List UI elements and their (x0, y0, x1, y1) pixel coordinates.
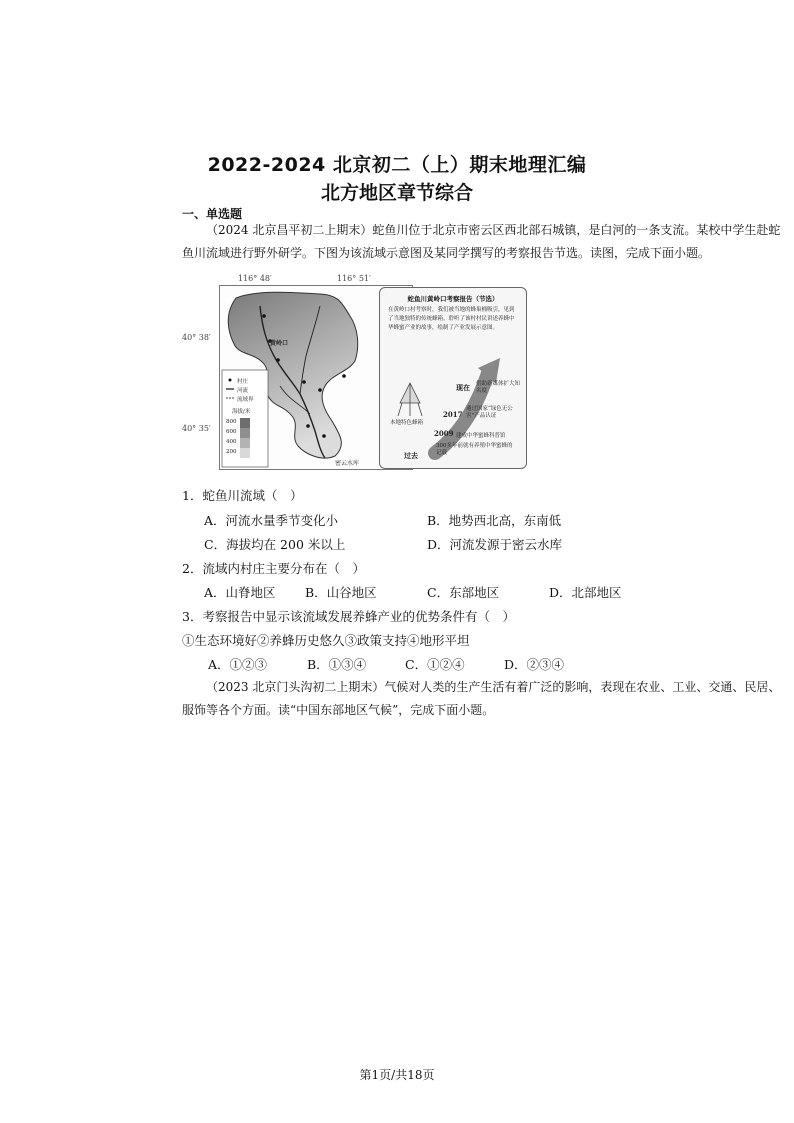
q2-option-a: A．山脊地区 (204, 585, 276, 600)
legend-elev-200: 200 (226, 449, 237, 455)
page-number: 第1页/共18页 (359, 1068, 435, 1082)
q2-option-c: C．东部地区 (427, 585, 500, 600)
stage-2017-desc: 通过国家“绿色无公害”产品认证 (466, 406, 513, 419)
legend-elevation-title: 海拔/米 (232, 409, 251, 415)
q1-option-a: A．河流水量季节变化小 (204, 513, 339, 528)
legend-elev-600: 600 (226, 429, 237, 435)
stage-now-desc: 借助新媒体扩大知名度 (476, 381, 521, 394)
legend-elev-400: 400 (226, 439, 237, 445)
report-text: 在黄岭口村考察时，我们被当地的蜂巢桶吸引，见到了当地独特的传统蜂箱。聆听了该村村民讲述养蜂中华蜂蜜产业的故事，绘制了产业发展示意图。 (388, 307, 515, 331)
report-diagram-svg (380, 288, 526, 468)
stage-past: 过去 (404, 451, 418, 460)
intro-paragraph-2: （2023 北京门头沟初二上期末）气候对人类的生产生活有着广泛的影响，表现在农业、工业、交通、民居、服饰等各个方面。读“中国东部地区气候”，完成下面小题。 (182, 680, 781, 717)
question-2-stem: 2．流域内村庄主要分布在（ ） (182, 561, 365, 576)
stage-2009-desc: 建成中华蜜蜂科普馆 (456, 433, 506, 439)
coord-lon-1: 116° 48′ (238, 274, 272, 283)
q3-option-b: B．①③④ (307, 657, 367, 672)
legend-river: 河流 (237, 388, 249, 394)
question-1-stem: 1．蛇鱼川流域（ ） (182, 488, 303, 503)
document-title: 2022-2024 北京初二（上）期末地理汇编 (207, 154, 587, 176)
place-label-2: 密云水库 (335, 460, 360, 467)
q1-option-d: D．河流发源于密云水库 (427, 537, 563, 552)
legend-elev-800: 800 (226, 419, 237, 425)
q1-option-c: C．海拔均在 200 米以上 (204, 537, 346, 552)
q2-option-b: B．山谷地区 (305, 585, 377, 600)
q2-option-d: D．北部地区 (549, 585, 622, 600)
figure (182, 274, 538, 472)
report-title: 蛇鱼川黄岭口考察报告（节选） (407, 295, 499, 303)
document-subtitle: 北方地区章节综合 (320, 182, 473, 204)
intro-paragraph-1: （2024 北京昌平初二上期末）蛇鱼川位于北京市密云区西北部石城镇，是白河的一条支流。某校中学生赴蛇鱼川流域进行野外研学。下图为该流域示意图及某同学撰写的考察报告节选。读图，完成下面小题。 (182, 223, 781, 260)
question-3-conditions: ①生态环境好②养蜂历史悠久③政策支持④地形平坦 (182, 633, 470, 648)
q3-option-d: D．②③④ (504, 657, 565, 672)
coord-lon-2: 116° 51′ (337, 274, 371, 283)
stage-2017: 2017 (443, 410, 463, 419)
stage-now: 现在 (456, 383, 470, 392)
section-heading: 一、单选题 (182, 207, 243, 221)
legend-boundary: 流域界 (237, 397, 254, 403)
hive-label: 本地特色蜂箱 (390, 420, 424, 426)
coord-lat-1: 40° 38′ (182, 333, 211, 342)
place-label-1: 黄岭口 (270, 340, 289, 347)
question-3-stem: 3．考察报告中显示该流域发展养蜂产业的优势条件有（ ） (182, 609, 515, 624)
q3-option-c: C．①②④ (405, 657, 465, 672)
stage-2009: 2009 (434, 429, 454, 438)
coord-lat-2: 40° 35′ (182, 424, 211, 433)
legend-village: 村庄 (237, 379, 249, 385)
q3-option-a: A．①②③ (208, 657, 268, 672)
report-excerpt (379, 287, 527, 469)
stage-past-desc: 300多年前就有养殖中华蜜蜂的记载 (436, 443, 513, 456)
q1-option-b: B．地势西北高，东南低 (427, 513, 562, 528)
